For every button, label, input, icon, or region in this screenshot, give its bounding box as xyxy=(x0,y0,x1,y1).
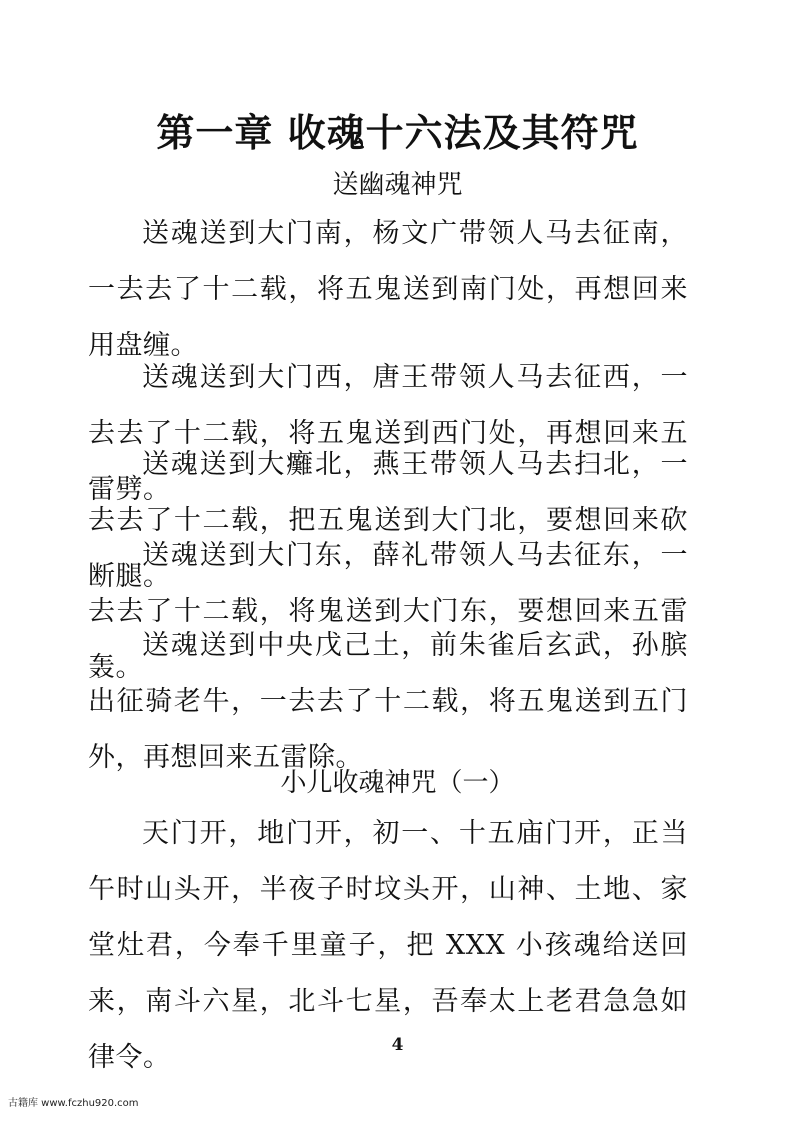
paragraph-south-gate: 送魂送到大门南，杨文广带领人马去征南，一去去了十二载，将五鬼送到南门处，再想回来用盘缠。 xyxy=(88,218,688,361)
footer-watermark: 古籍库 www.fczhu920.com xyxy=(8,1098,139,1109)
section-title-child-soul-spell: 小儿收魂神咒（一） xyxy=(280,768,515,798)
chapter-title: 第一章 收魂十六法及其符咒 xyxy=(156,110,639,155)
paragraph-child-soul-spell: 天门开，地门开，初一、十五庙门开，正当午时山头开，半夜子时坟头开，山神、土地、家堂灶君，今奉千里童子，把 XXX 小孩魂给送回来，南斗六星，北斗七星，吾奉太上老君急急如律令。 xyxy=(88,818,688,1073)
paragraph-west-gate: 送魂送到大门西，唐王带领人马去征西，一去去了十二载，将五鬼送到西门处，再想回来五雷劈。 xyxy=(88,362,688,505)
paragraph-center-earth: 送魂送到中央戊己土，前朱雀后玄武，孙膑出征骑老牛，一去去了十二载，将五鬼送到五门外，再想回来五雷除。 xyxy=(88,630,688,773)
paragraph-east-gate: 送魂送到大门东，薛礼带领人马去征东，一去去了十二载，将鬼送到大门东，要想回来五雷轰。 xyxy=(88,540,688,683)
section-title-send-ghost-spell: 送幽魂神咒 xyxy=(332,170,463,200)
page-number: 4 xyxy=(391,1035,404,1055)
paragraph-north-gate: 送魂送到大癱北，燕王带领人马去扫北，一去去了十二载，把五鬼送到大门北，要想回来砍断腿。 xyxy=(88,449,688,592)
